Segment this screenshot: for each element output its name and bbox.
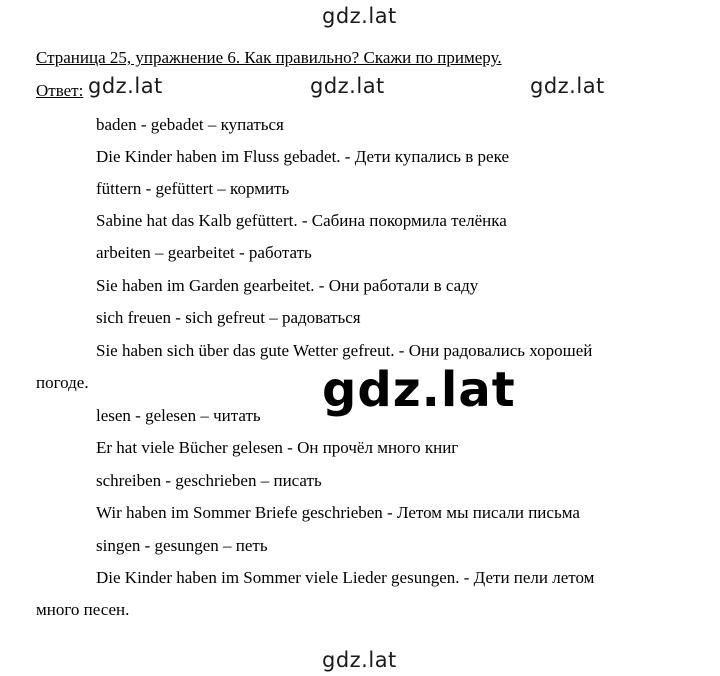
verb-forms-freuen: sich freuen - sich gefreut – радоваться [96, 308, 361, 327]
sentence-singen-continued: много песен. [36, 600, 130, 619]
sentence-schreiben: Wir haben im Sommer Briefe geschrieben - Летом мы писали письма [96, 503, 580, 522]
exercise-heading: Страница 25, упражнение 6. Как правильно? Скажи по примеру. [36, 48, 502, 67]
verb-forms-baden: baden - gebadet – купаться [96, 115, 284, 134]
watermark-right: gdz.lat [530, 74, 605, 98]
sentence-freuen: Sie haben sich über das gute Wetter gefreut. - Они радовались хорошей [96, 341, 593, 360]
watermark-large: gdz.lat [322, 362, 516, 418]
verb-forms-lesen: lesen - gelesen – читать [96, 406, 261, 425]
sentence-lesen: Er hat viele Bücher gelesen - Он прочёл много книг [96, 438, 459, 457]
verb-forms-singen: singen - gesungen – петь [96, 536, 268, 555]
watermark-top: gdz.lat [322, 4, 397, 28]
watermark-center: gdz.lat [310, 74, 385, 98]
watermark-bottom: gdz.lat [322, 648, 397, 672]
verb-forms-schreiben: schreiben - geschrieben – писать [96, 471, 322, 490]
sentence-singen: Die Kinder haben im Sommer viele Lieder gesungen. - Дети пели летом [96, 568, 595, 587]
sentence-freuen-continued: погоде. [36, 373, 89, 392]
sentence-arbeiten: Sie haben im Garden gearbeitet. - Они работали в саду [96, 276, 479, 295]
verb-forms-arbeiten: arbeiten – gearbeitet - работать [96, 243, 312, 262]
watermark-left: gdz.lat [88, 74, 163, 98]
verb-forms-fuettern: füttern - gefüttert – кормить [96, 179, 290, 198]
answer-label: Ответ: [36, 81, 84, 100]
sentence-fuettern: Sabine hat das Kalb gefüttert. - Сабина покормила телёнка [96, 211, 507, 230]
sentence-baden: Die Kinder haben im Fluss gebadet. - Дети купались в реке [96, 147, 509, 166]
